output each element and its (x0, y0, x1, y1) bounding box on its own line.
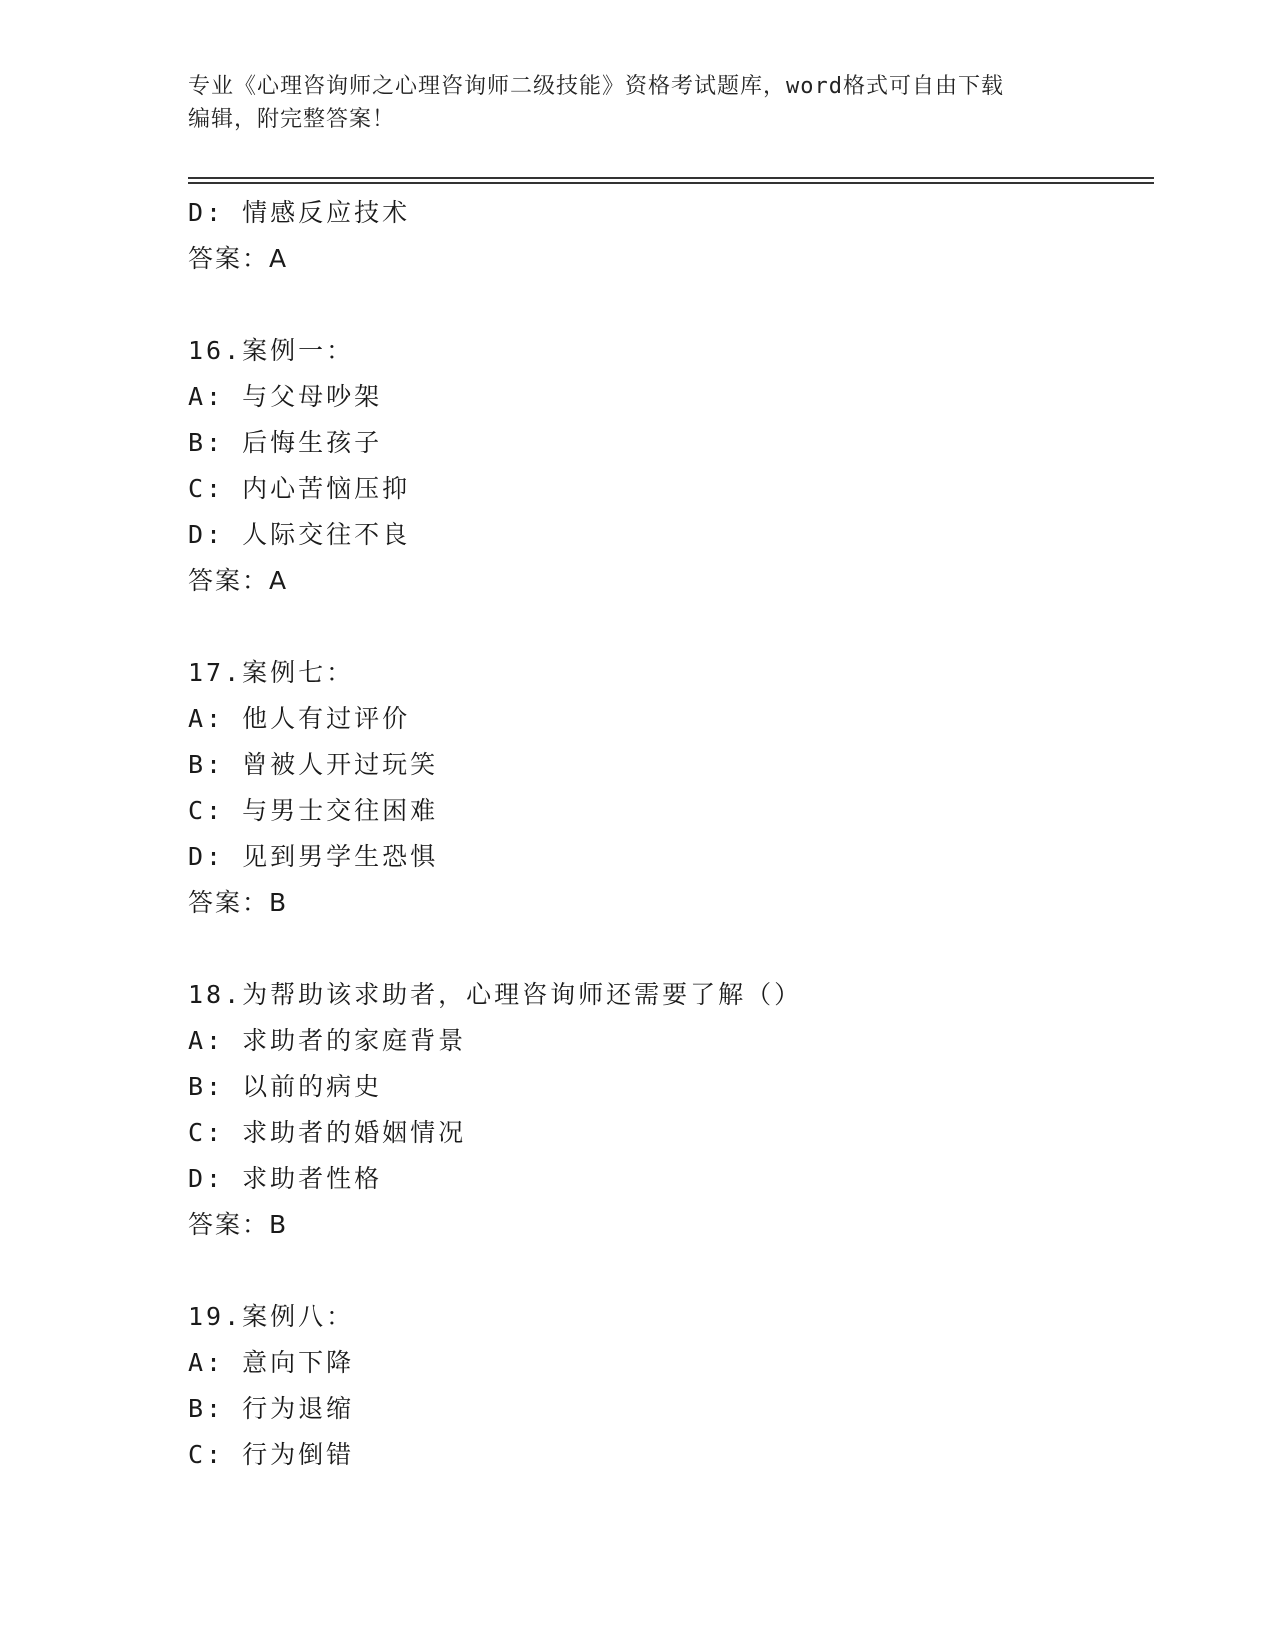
spacer (188, 926, 1148, 972)
option-a: A: 他人有过评价 (188, 704, 411, 733)
option-b: B: 后悔生孩子 (188, 428, 383, 457)
option-c: C: 与男士交往困难 (188, 796, 439, 825)
spacer (188, 1248, 1148, 1294)
question-title: 19.案例八： (188, 1302, 355, 1331)
answer-line: 答案：A (188, 244, 289, 273)
option-c: C: 行为倒错 (188, 1440, 355, 1469)
question-title: 16.案例一： (188, 336, 355, 365)
spacer (188, 604, 1148, 650)
answer-line: 答案：B (188, 888, 289, 917)
question-title: 18.为帮助该求助者，心理咨询师还需要了解（） (188, 980, 803, 1009)
header-line-1: 专业《心理咨询师之心理咨询师二级技能》资格考试题库，word格式可自由下载 (188, 74, 1004, 99)
header-divider-bottom (188, 182, 1154, 184)
option-d: D: 人际交往不良 (188, 520, 411, 549)
option-a: A: 与父母吵架 (188, 382, 383, 411)
option-a: A: 意向下降 (188, 1348, 355, 1377)
option-d: D: 求助者性格 (188, 1164, 383, 1193)
question-list (188, 190, 1148, 1478)
answer-line: 答案：A (188, 566, 289, 595)
option-b: B: 行为退缩 (188, 1394, 355, 1423)
option-c: C: 内心苦恼压抑 (188, 474, 411, 503)
header-line-2: 编辑，附完整答案！ (188, 107, 396, 132)
question-title: 17.案例七： (188, 658, 355, 687)
document-header (188, 70, 1068, 136)
header-divider-top (188, 177, 1154, 179)
option-d: D: 见到男学生恐惧 (188, 842, 439, 871)
option-b: B: 曾被人开过玩笑 (188, 750, 439, 779)
option-c: C: 求助者的婚姻情况 (188, 1118, 467, 1147)
option-b: B: 以前的病史 (188, 1072, 383, 1101)
option-a: A: 求助者的家庭背景 (188, 1026, 467, 1055)
answer-line: 答案：B (188, 1210, 289, 1239)
option-d: D: 情感反应技术 (188, 198, 411, 227)
spacer (188, 282, 1148, 328)
